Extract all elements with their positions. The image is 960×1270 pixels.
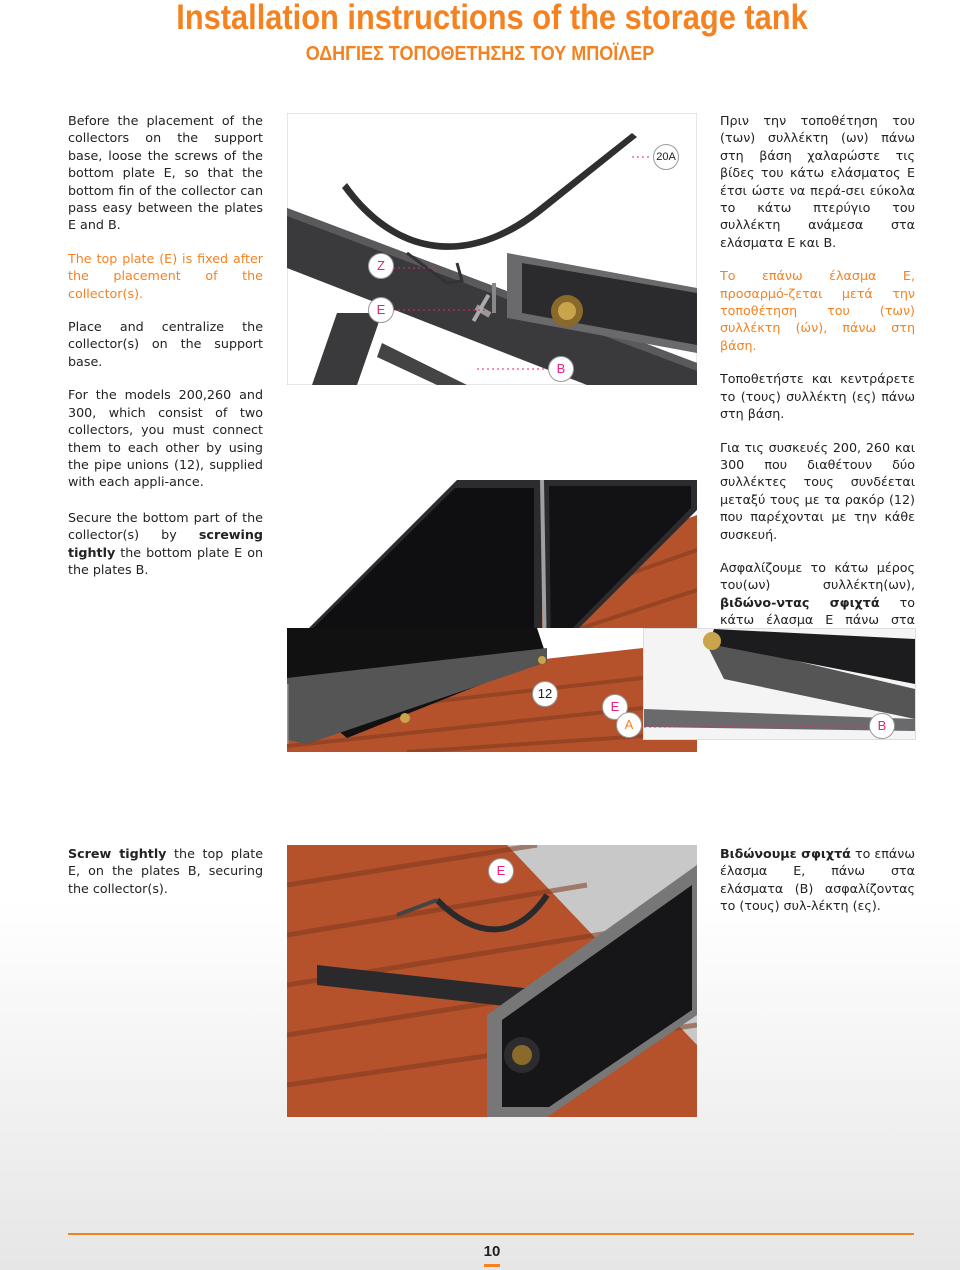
- en-paragraph-3: Place and centralize the collector(s) on the support base.: [68, 319, 263, 369]
- en-p5-end: the bottom plate E on the plates B.: [68, 544, 263, 577]
- en-p5-start: Secure the bottom part of the collector(s) by: [68, 509, 263, 543]
- el-paragraph-3: Τοποθετήστε και κεντράρετε το (τους) συλλέκτη (ες) πάνω στη βάση.: [720, 371, 915, 422]
- label-e: E: [368, 297, 394, 323]
- label-a: A: [616, 712, 642, 738]
- union-drawing: [287, 628, 643, 752]
- collector-union-photo: [287, 628, 643, 752]
- greek-text-section-2: [720, 845, 915, 931]
- el-paragraph-2: Το επάνω έλασμα Ε, προσαρμό-ζεται μετά την τοποθέτηση του (των) συλλέκτη (ών), πάνω στη βάση.: [720, 268, 915, 353]
- label-z: Z: [368, 253, 394, 279]
- en-p5-bold: screwing tightly: [68, 527, 263, 560]
- label-leader-lines: [644, 722, 874, 732]
- page-number: 10: [483, 1243, 501, 1260]
- el-p5-start: Ασφαλίζουμε το κάτω μέρος του(ων) συλλέκτη(ων),: [720, 559, 915, 593]
- top-plate-drawing: [287, 845, 697, 1117]
- label-b: B: [548, 356, 574, 382]
- label-e-lower: E: [602, 694, 628, 720]
- page-subtitle: ΟΔΗΓΙΕΣ ΤΟΠΟΘΕΤΗΣΗΣ ΤΟΥ ΜΠΟΪΛΕΡ: [305, 43, 655, 65]
- el-paragraph-4: Για τις συσκευές 200, 260 και 300 που διαθέτουν δύο συλλέκτες τους συνδέεται μεταξύ τους με τα ρακόρ (12) που παρέχονται με την κάθε συσκευή.: [720, 439, 915, 542]
- en-screw-rest: the top plate E, on the plates B, securing the collector(s).: [68, 846, 263, 896]
- page-number-underline: [484, 1264, 500, 1267]
- page-title: Installation instructions of the storage tank: [176, 0, 808, 37]
- label-12: 12: [532, 681, 558, 707]
- footer-rule: [68, 1233, 914, 1235]
- english-text-section-2: [68, 845, 263, 913]
- english-text-section-1: [68, 112, 263, 594]
- en-screw-bold: Screw tightly: [68, 846, 167, 861]
- en-paragraph-5: [68, 509, 263, 579]
- el-screw-rest: το επάνω έλασμα Ε, πάνω στα ελάσματα (Β) ασφαλίζοντας το (τους) συλ-λέκτη (ες).: [720, 846, 915, 914]
- greek-text-section-1: [720, 112, 915, 662]
- el-paragraph-1: Πριν την τοποθέτηση του (των) συλλέκτη (ων) πάνω στη βάση χαλαρώστε τις βίδες του κάτω ελάσματος Ε έτσι ώστε να περά-σει εύκολα το κάτω πτερύγιο του συλλέκτη ανάμεσα στα ελάσματα Ε και Β.: [720, 113, 915, 250]
- en-screw-paragraph: [68, 845, 263, 897]
- label-e-top-plate: E: [488, 858, 514, 884]
- en-paragraph-4: For the models 200,260 and 300, which consist of two collectors, you must connect them to each other by using the pipe unions (12), supplied with each appli-ance.: [68, 387, 263, 490]
- bracket-drawing: [287, 113, 697, 385]
- bracket-detail-illustration: [287, 113, 697, 385]
- el-p5-end: το κάτω έλασμα Ε πάνω στα: [720, 594, 915, 628]
- label-20a: 20A: [653, 144, 679, 170]
- top-plate-photo: [287, 845, 697, 1117]
- label-b-lower: B: [869, 713, 895, 739]
- el-screw-paragraph: [720, 845, 915, 915]
- en-paragraph-2: The top plate (E) is fixed after the placement of the collector(s).: [68, 250, 263, 301]
- el-p5-bold: βιδώνο-ντας σφιχτά: [720, 594, 880, 610]
- en-paragraph-1: Before the placement of the collectors on the support base, loose the screws of the bottom plate E, so that the bottom fin of the collector can pass easy between the plates E and B.: [68, 113, 263, 233]
- el-screw-bold: Βιδώνουμε σφιχτά: [720, 846, 851, 861]
